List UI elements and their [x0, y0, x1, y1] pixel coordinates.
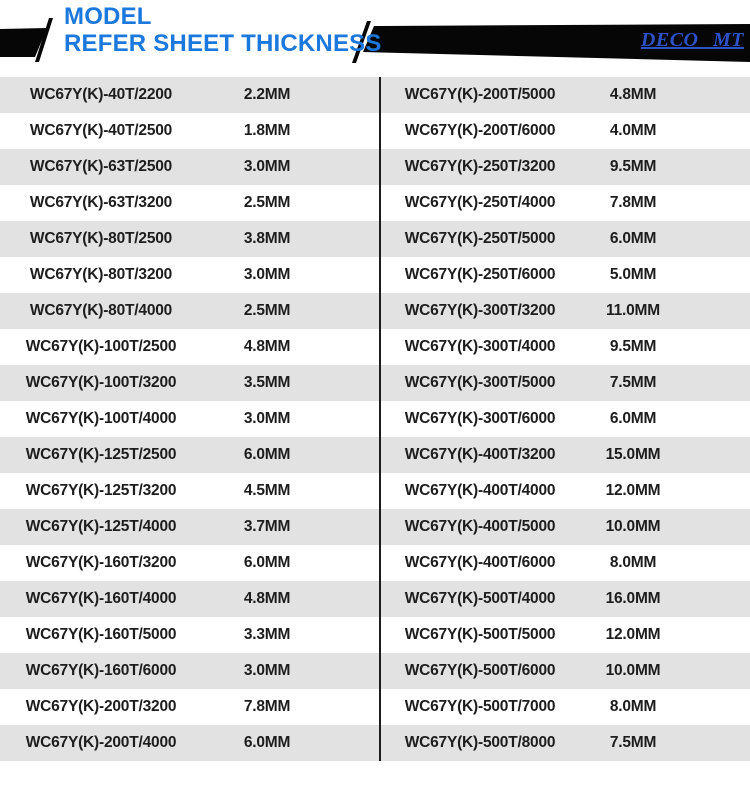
model-cell: WC67Y(K)-250T/5000: [404, 230, 556, 247]
thickness-cell: 9.5MM: [609, 158, 657, 175]
model-cell: WC67Y(K)-40T/2500: [29, 122, 173, 139]
model-cell: WC67Y(K)-400T/4000: [404, 482, 556, 499]
table-row-left-3: [0, 149, 379, 185]
table-row-right-15: [381, 581, 750, 617]
table-row-left-12: [0, 473, 379, 509]
table-row-right-7: [381, 293, 750, 329]
table-row-left-5: [0, 221, 379, 257]
thickness-cell: 3.0MM: [243, 158, 291, 175]
model-cell: WC67Y(K)-500T/7000: [404, 698, 556, 715]
thickness-cell: 7.5MM: [609, 374, 657, 391]
table-row-right-5: [381, 221, 750, 257]
model-cell: WC67Y(K)-125T/4000: [25, 518, 177, 535]
table-row-left-17: [0, 653, 379, 689]
model-cell: WC67Y(K)-500T/4000: [404, 590, 556, 607]
thickness-cell: 1.8MM: [243, 122, 291, 139]
model-cell: WC67Y(K)-250T/3200: [404, 158, 556, 175]
thickness-cell: 6.0MM: [243, 554, 291, 571]
model-cell: WC67Y(K)-100T/4000: [25, 410, 177, 427]
table-row-left-13: [0, 509, 379, 545]
table-row-left-6: [0, 257, 379, 293]
table-row-right-2: [381, 113, 750, 149]
table-row-left-15: [0, 581, 379, 617]
thickness-cell: 6.0MM: [243, 446, 291, 463]
table-row-left-10: [0, 401, 379, 437]
model-cell: WC67Y(K)-500T/5000: [404, 626, 556, 643]
table-row-left-18: [0, 689, 379, 725]
model-cell: WC67Y(K)-80T/2500: [29, 230, 173, 247]
model-cell: WC67Y(K)-40T/2200: [29, 86, 173, 103]
table-row-left-4: [0, 185, 379, 221]
thickness-cell: 2.5MM: [243, 194, 291, 211]
model-cell: WC67Y(K)-200T/4000: [25, 734, 177, 751]
model-cell: WC67Y(K)-125T/2500: [25, 446, 177, 463]
table-row-right-8: [381, 329, 750, 365]
thickness-cell: 7.8MM: [609, 194, 657, 211]
table-row-right-9: [381, 365, 750, 401]
model-cell: WC67Y(K)-125T/3200: [25, 482, 177, 499]
table-right-column: [381, 77, 750, 761]
table-row-right-14: [381, 545, 750, 581]
model-cell: WC67Y(K)-63T/2500: [29, 158, 173, 175]
thickness-cell: 3.0MM: [243, 662, 291, 679]
thickness-cell: 12.0MM: [605, 482, 661, 499]
page-header: [0, 0, 750, 77]
thickness-cell: 6.0MM: [243, 734, 291, 751]
table-left-column: [0, 77, 379, 761]
page-title-line1: MODEL: [64, 3, 152, 30]
thickness-cell: 4.5MM: [243, 482, 291, 499]
model-cell: WC67Y(K)-200T/5000: [404, 86, 556, 103]
table-row-left-14: [0, 545, 379, 581]
table-row-right-13: [381, 509, 750, 545]
model-cell: WC67Y(K)-300T/4000: [404, 338, 556, 355]
model-cell: WC67Y(K)-250T/6000: [404, 266, 556, 283]
thickness-table: [0, 77, 750, 761]
thickness-cell: 6.0MM: [609, 230, 657, 247]
thickness-cell: 12.0MM: [605, 626, 661, 643]
thickness-cell: 15.0MM: [605, 446, 661, 463]
thickness-cell: 5.0MM: [609, 266, 657, 283]
model-cell: WC67Y(K)-200T/3200: [25, 698, 177, 715]
thickness-cell: 9.5MM: [609, 338, 657, 355]
thickness-cell: 4.8MM: [243, 338, 291, 355]
thickness-cell: 7.8MM: [243, 698, 291, 715]
thickness-cell: 3.5MM: [243, 374, 291, 391]
page-title-line2: REFER SHEET THICKNESS: [64, 30, 382, 57]
thickness-cell: 3.0MM: [243, 410, 291, 427]
thickness-cell: 10.0MM: [605, 662, 661, 679]
thickness-cell: 8.0MM: [609, 554, 657, 571]
thickness-cell: 4.8MM: [609, 86, 657, 103]
table-row-right-6: [381, 257, 750, 293]
thickness-cell: 2.2MM: [243, 86, 291, 103]
table-row-left-11: [0, 437, 379, 473]
table-row-left-16: [0, 617, 379, 653]
table-row-right-1: [381, 77, 750, 113]
model-cell: WC67Y(K)-100T/3200: [25, 374, 177, 391]
thickness-cell: 3.3MM: [243, 626, 291, 643]
table-row-right-18: [381, 689, 750, 725]
page-title: [64, 3, 382, 57]
table-row-right-10: [381, 401, 750, 437]
table-row-left-7: [0, 293, 379, 329]
thickness-cell: 4.0MM: [609, 122, 657, 139]
table-row-left-9: [0, 365, 379, 401]
thickness-cell: 16.0MM: [605, 590, 661, 607]
model-cell: WC67Y(K)-300T/5000: [404, 374, 556, 391]
thickness-cell: 11.0MM: [606, 302, 660, 319]
table-row-right-17: [381, 653, 750, 689]
model-cell: WC67Y(K)-400T/6000: [404, 554, 556, 571]
table-row-right-3: [381, 149, 750, 185]
model-cell: WC67Y(K)-500T/6000: [404, 662, 556, 679]
model-cell: WC67Y(K)-250T/4000: [404, 194, 556, 211]
thickness-cell: 3.7MM: [243, 518, 291, 535]
brand-logo: DECO MT: [640, 29, 744, 51]
model-cell: WC67Y(K)-80T/4000: [29, 302, 173, 319]
thickness-cell: 8.0MM: [609, 698, 657, 715]
table-row-right-12: [381, 473, 750, 509]
model-cell: WC67Y(K)-160T/3200: [25, 554, 177, 571]
model-cell: WC67Y(K)-160T/4000: [25, 590, 177, 607]
table-row-right-4: [381, 185, 750, 221]
table-row-left-2: [0, 113, 379, 149]
model-cell: WC67Y(K)-160T/6000: [25, 662, 177, 679]
thickness-cell: 2.5MM: [243, 302, 291, 319]
table-row-right-19: [381, 725, 750, 761]
model-cell: WC67Y(K)-500T/8000: [404, 734, 556, 751]
table-row-left-8: [0, 329, 379, 365]
thickness-cell: 10.0MM: [605, 518, 661, 535]
thickness-cell: 7.5MM: [609, 734, 657, 751]
model-cell: WC67Y(K)-200T/6000: [404, 122, 556, 139]
model-cell: WC67Y(K)-400T/3200: [404, 446, 556, 463]
model-cell: WC67Y(K)-160T/5000: [25, 626, 177, 643]
table-row-left-1: [0, 77, 379, 113]
table-row-right-16: [381, 617, 750, 653]
model-cell: WC67Y(K)-300T/3200: [404, 302, 556, 319]
thickness-cell: 3.8MM: [243, 230, 291, 247]
model-cell: WC67Y(K)-100T/2500: [25, 338, 177, 355]
table-row-left-19: [0, 725, 379, 761]
thickness-cell: 3.0MM: [243, 266, 291, 283]
model-cell: WC67Y(K)-400T/5000: [404, 518, 556, 535]
model-cell: WC67Y(K)-63T/3200: [29, 194, 173, 211]
table-row-right-11: [381, 437, 750, 473]
thickness-cell: 4.8MM: [243, 590, 291, 607]
model-cell: WC67Y(K)-80T/3200: [29, 266, 173, 283]
thickness-cell: 6.0MM: [609, 410, 657, 427]
model-cell: WC67Y(K)-300T/6000: [404, 410, 556, 427]
